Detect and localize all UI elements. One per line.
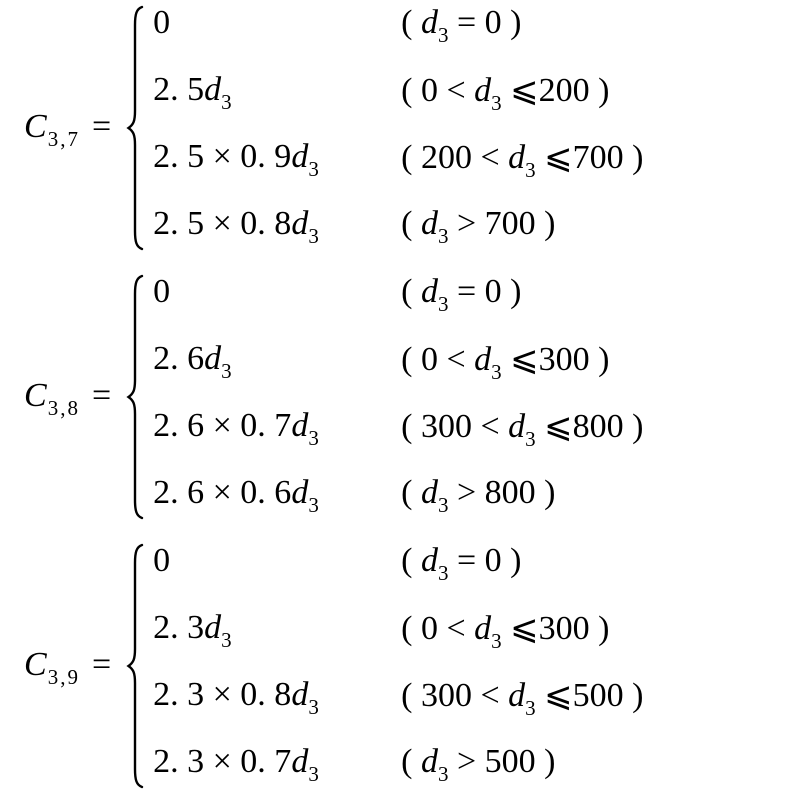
condition-open: ( [401,273,421,310]
expression-coefficient: 2. 3 × 0. 7 [153,743,292,780]
condition-close: = 0 ) [448,542,522,579]
expression-coefficient: 2. 6 [153,340,205,377]
condition-variable: d [508,408,526,445]
expression-coefficient: 0 [153,4,171,41]
equation-lhs [24,108,125,152]
condition-variable: d [420,743,438,780]
case-condition [401,608,609,654]
equation-block-c3-7 [0,0,805,269]
expression-variable: d [291,205,309,242]
case-expression [153,205,401,249]
condition-variable: d [420,205,438,242]
condition-variable-subscript: 3 [437,493,449,517]
condition-variable-subscript: 3 [491,629,502,653]
cases-list [153,531,805,799]
function-subscript: 3,9 [47,664,80,689]
expression-variable-subscript: 3 [221,628,232,652]
condition-variable: d [420,4,438,41]
condition-open: ( 0 < [401,341,475,378]
condition-variable-subscript: 3 [491,91,502,115]
case-row [153,732,805,799]
expression-variable-subscript: 3 [221,90,232,114]
expression-variable: d [291,743,309,780]
condition-close: > 800 ) [448,474,556,511]
condition-variable: d [508,677,526,714]
equation-lhs [24,377,125,421]
expression-variable: d [291,407,309,444]
case-row [153,329,805,396]
case-condition [401,542,521,586]
expression-coefficient: 2. 6 × 0. 6 [153,474,292,511]
condition-variable: d [508,139,526,176]
expression-variable: d [204,340,222,377]
case-row [153,665,805,732]
condition-close: ⩽800 ) [535,408,644,445]
left-brace-icon [125,5,145,251]
case-expression [153,71,401,115]
case-row [153,463,805,530]
condition-variable-subscript: 3 [525,427,536,451]
condition-close: ⩽500 ) [535,677,644,714]
expression-variable: d [291,474,309,511]
condition-variable-subscript: 3 [437,762,449,786]
condition-variable-subscript: 3 [437,292,449,316]
condition-open: ( 0 < [401,72,475,109]
condition-variable-subscript: 3 [491,360,502,384]
condition-close: ⩽200 ) [501,72,610,109]
equation-lhs [24,646,125,690]
condition-variable-subscript: 3 [525,158,536,182]
function-subscript: 3,7 [47,126,80,151]
expression-variable: d [291,138,309,175]
expression-coefficient: 0 [153,273,171,310]
condition-close: ⩽700 ) [535,139,644,176]
case-condition [401,743,555,787]
condition-variable-subscript: 3 [437,561,449,585]
condition-close: = 0 ) [448,4,522,41]
condition-open: ( [401,743,421,780]
expression-variable-subscript: 3 [221,359,232,383]
condition-open: ( [401,4,421,41]
expression-variable: d [204,609,222,646]
expression-coefficient: 2. 5 × 0. 9 [153,138,292,175]
condition-open: ( [401,542,421,579]
case-expression [153,4,401,48]
condition-variable-subscript: 3 [437,224,449,248]
case-condition [401,137,643,183]
expression-variable-subscript: 3 [308,493,319,517]
case-expression [153,273,401,317]
condition-close: ⩽300 ) [501,610,610,647]
expression-coefficient: 0 [153,542,171,579]
equals-sign: = [91,376,112,414]
condition-variable: d [474,72,492,109]
case-row [153,262,805,329]
case-expression [153,340,401,384]
case-row [153,127,805,194]
condition-variable-subscript: 3 [437,23,449,47]
equation-block-c3-8 [0,269,805,538]
case-condition [401,339,609,385]
expression-coefficient: 2. 3 [153,609,205,646]
condition-open: ( 300 < [401,408,509,445]
case-row [153,531,805,598]
expression-variable-subscript: 3 [308,695,319,719]
condition-variable-subscript: 3 [525,696,536,720]
case-expression [153,474,401,518]
case-condition [401,4,521,48]
expression-variable-subscript: 3 [308,426,319,450]
expression-variable-subscript: 3 [308,762,319,786]
condition-open: ( 0 < [401,610,475,647]
expression-variable-subscript: 3 [308,224,319,248]
case-row [153,396,805,463]
left-brace-icon [125,543,145,789]
expression-variable: d [204,71,222,108]
condition-variable: d [420,273,438,310]
case-expression [153,609,401,653]
expression-coefficient: 2. 3 × 0. 8 [153,676,292,713]
expression-variable-subscript: 3 [308,157,319,181]
case-row [153,194,805,261]
condition-open: ( [401,474,421,511]
condition-variable: d [420,474,438,511]
case-condition [401,273,521,317]
expression-coefficient: 2. 6 × 0. 7 [153,407,292,444]
case-row [153,0,805,60]
cases-list [153,0,805,261]
equation-block-c3-9 [0,538,805,807]
expression-coefficient: 2. 5 × 0. 8 [153,205,292,242]
condition-open: ( 200 < [401,139,509,176]
case-expression [153,407,401,451]
condition-variable: d [420,542,438,579]
condition-open: ( 300 < [401,677,509,714]
cases-list [153,262,805,530]
condition-variable: d [474,610,492,647]
case-condition [401,205,555,249]
case-condition [401,70,609,116]
function-subscript: 3,8 [47,395,80,420]
equals-sign: = [91,107,112,145]
function-symbol: C [24,376,47,414]
expression-variable: d [291,676,309,713]
case-condition [401,675,643,721]
case-row [153,60,805,127]
condition-variable: d [474,341,492,378]
case-expression [153,138,401,182]
case-condition [401,474,555,518]
condition-close: > 500 ) [448,743,556,780]
case-expression [153,743,401,787]
condition-close: ⩽300 ) [501,341,610,378]
condition-close: > 700 ) [448,205,556,242]
case-row [153,598,805,665]
left-brace-icon [125,274,145,520]
case-expression [153,676,401,720]
condition-open: ( [401,205,421,242]
function-symbol: C [24,645,47,683]
case-condition [401,406,643,452]
case-expression [153,542,401,586]
condition-close: = 0 ) [448,273,522,310]
equals-sign: = [91,645,112,683]
expression-coefficient: 2. 5 [153,71,205,108]
function-symbol: C [24,107,47,145]
